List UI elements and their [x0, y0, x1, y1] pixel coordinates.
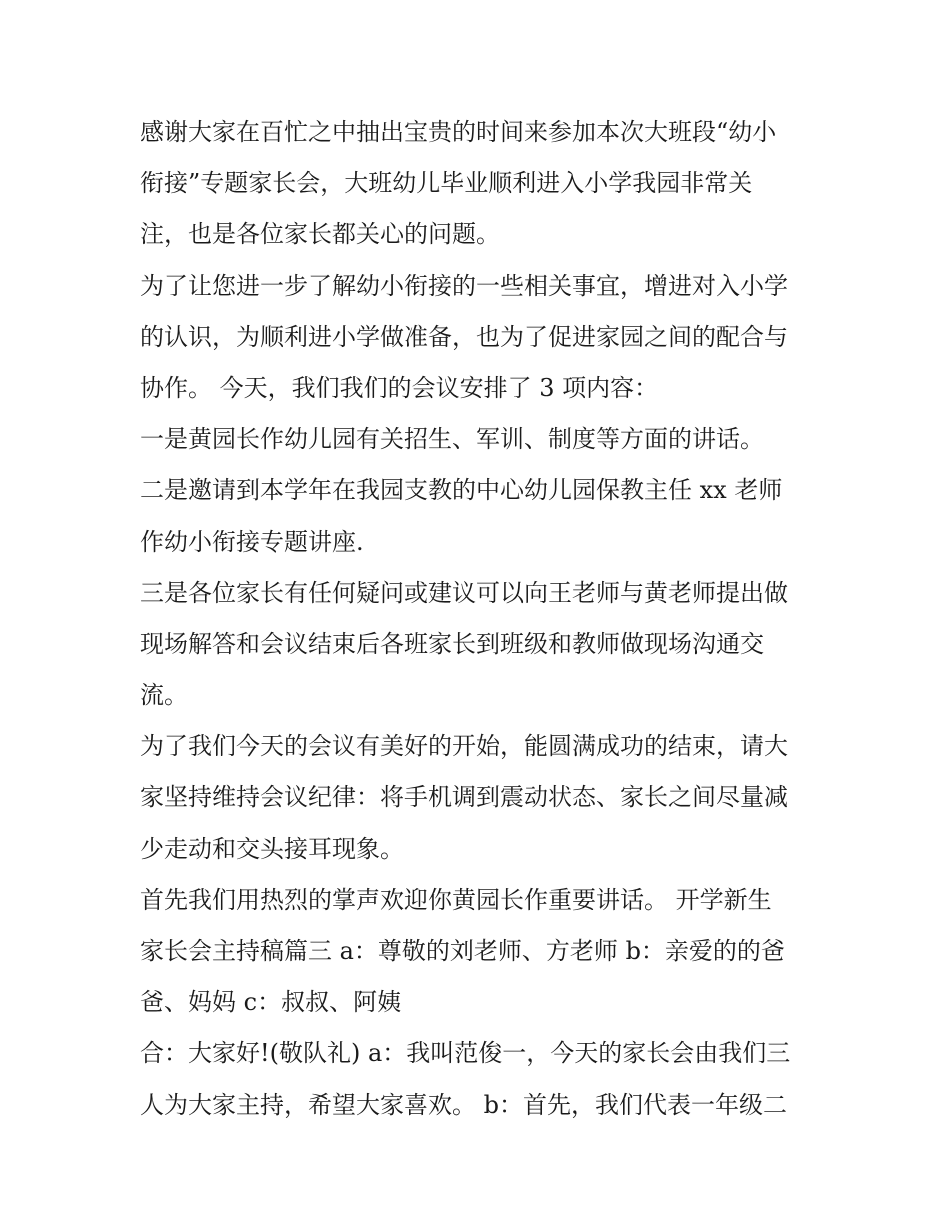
text-line: 家长会主持稿篇三 a：尊敬的刘老师、方老师 b：亲爱的的爸 — [140, 937, 785, 965]
text-line: 二是邀请到本学年在我园支教的中心幼儿园保教主任 xx 老师 — [140, 476, 783, 505]
text-line: 作幼小衔接专题讲座. — [140, 527, 364, 556]
text-line: 的认识，为顺利进小学做准备，也为了促进家园之间的配合与 — [140, 322, 788, 351]
text-line: 合：大家好!(敬队礼) a：我叫范俊一，今天的家长会由我们三 — [140, 1039, 791, 1068]
text-line: 一是黄园长作幼儿园有关招生、军训、制度等方面的讲话。 — [140, 425, 764, 454]
text-line: 为了让您进一步了解幼小衔接的一些相关事宜，增进对入小学 — [140, 271, 788, 300]
text-line: 协作。 今天，我们我们的会议安排了 3 项内容： — [140, 373, 659, 402]
text-line: 衔接”专题家长会，大班幼儿毕业顺利进入小学我园非常关 — [140, 169, 753, 198]
text-line: 少走动和交头接耳现象。 — [140, 834, 404, 863]
text-line: 感谢大家在百忙之中抽出宝贵的时间来参加本次大班段“幼小 — [140, 118, 777, 146]
text-line: 现场解答和会议结束后各班家长到班级和教师做现场沟通交 — [140, 629, 764, 658]
text-line: 三是各位家长有任何疑问或建议可以向王老师与黄老师提出做 — [140, 578, 788, 607]
text-line: 为了我们今天的会议有美好的开始，能圆满成功的结束，请大 — [140, 732, 788, 761]
text-line: 爸、妈妈 c：叔叔、阿姨 — [140, 988, 402, 1017]
text-line: 家坚持维持会议纪律：将手机调到震动状态、家长之间尽量减 — [140, 783, 788, 812]
text-line: 流。 — [140, 681, 188, 710]
text-line: 人为大家主持，希望大家喜欢。 b：首先，我们代表一年级二 — [140, 1090, 787, 1119]
text-line: 首先我们用热烈的掌声欢迎你黄园长作重要讲话。 开学新生 — [140, 885, 772, 914]
text-line: 注，也是各位家长都关心的问题。 — [140, 220, 500, 249]
document-body — [140, 107, 830, 1131]
